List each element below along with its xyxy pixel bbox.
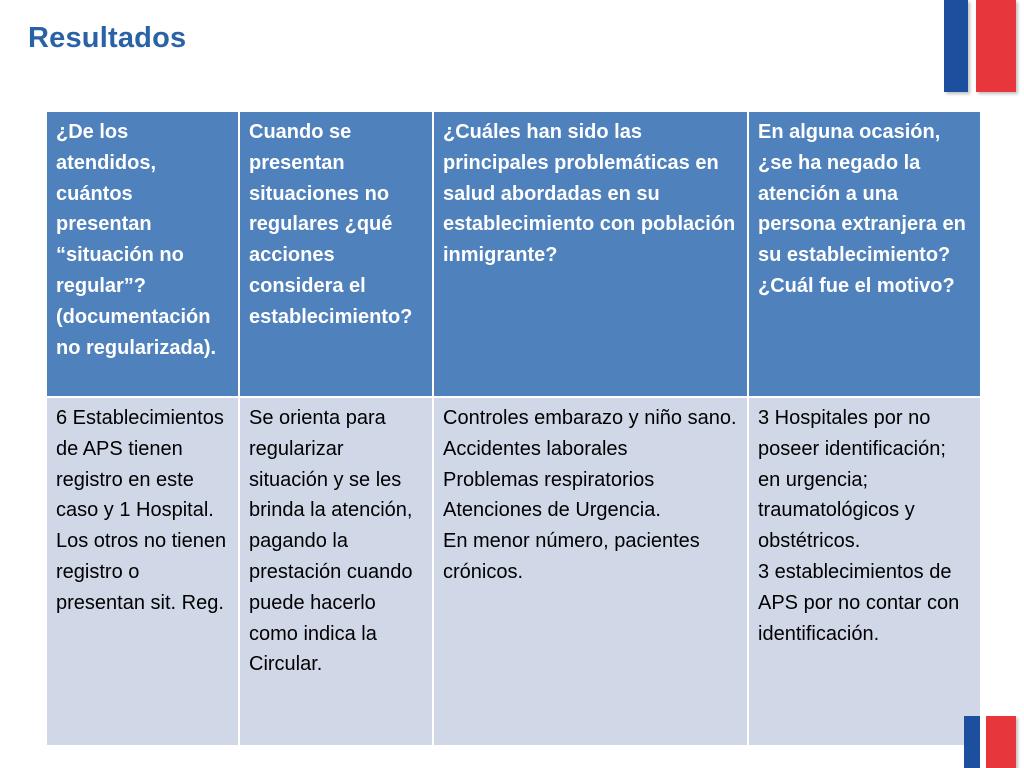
flag-decoration-bottom bbox=[964, 716, 1016, 768]
health-problem-item: Problemas respiratorios bbox=[443, 468, 655, 491]
header-cell-health-problems: ¿Cuáles han sido las principales problemáticas en salud abordadas en su establecimiento con población inmigrante? bbox=[433, 111, 748, 397]
denied-care-item: 3 Hospitales por no poseer identificación; en urgencia; traumatológicos y obstétricos. bbox=[758, 407, 946, 553]
health-problem-item: Controles embarazo y niño sano. bbox=[443, 407, 737, 429]
health-problem-item: En menor número, pacientes crónicos. bbox=[443, 530, 700, 583]
results-table bbox=[45, 110, 982, 747]
health-problem-item: Accidentes laborales bbox=[443, 437, 628, 460]
denied-care-item: 3 establecimientos de APS por no contar con identificación. bbox=[758, 560, 960, 645]
cell-undocumented-count: 6 Establecimientos de APS tienen registro en este caso y 1 Hospital. Los otros no tienen registro o presentan sit. Reg. bbox=[46, 397, 239, 746]
header-cell-undocumented-count: ¿De los atendidos, cuántos presentan “situación no regular”? (documentación no regularizada). bbox=[46, 111, 239, 397]
cell-denied-care bbox=[748, 397, 981, 746]
header-cell-denied-care: En alguna ocasión, ¿se ha negado la atención a una persona extranjera en su establecimiento? ¿Cuál fue el motivo? bbox=[748, 111, 981, 397]
table-header-row bbox=[46, 111, 981, 397]
cell-health-problems bbox=[433, 397, 748, 746]
flag-blue-stripe bbox=[944, 0, 968, 92]
slide-title: Resultados bbox=[28, 22, 187, 54]
cell-actions: Se orienta para regularizar situación y se les brinda la atención, pagando la prestación cuando puede hacerlo como indica la Circular. bbox=[239, 397, 433, 746]
flag-red-stripe bbox=[976, 0, 1016, 92]
flag-red-stripe bbox=[986, 716, 1016, 768]
header-cell-actions: Cuando se presentan situaciones no regulares ¿qué acciones considera el establecimiento? bbox=[239, 111, 433, 397]
health-problem-item: Atenciones de Urgencia. bbox=[443, 499, 661, 522]
flag-decoration-top bbox=[944, 0, 1016, 92]
table-row bbox=[46, 397, 981, 746]
flag-blue-stripe bbox=[964, 716, 980, 768]
